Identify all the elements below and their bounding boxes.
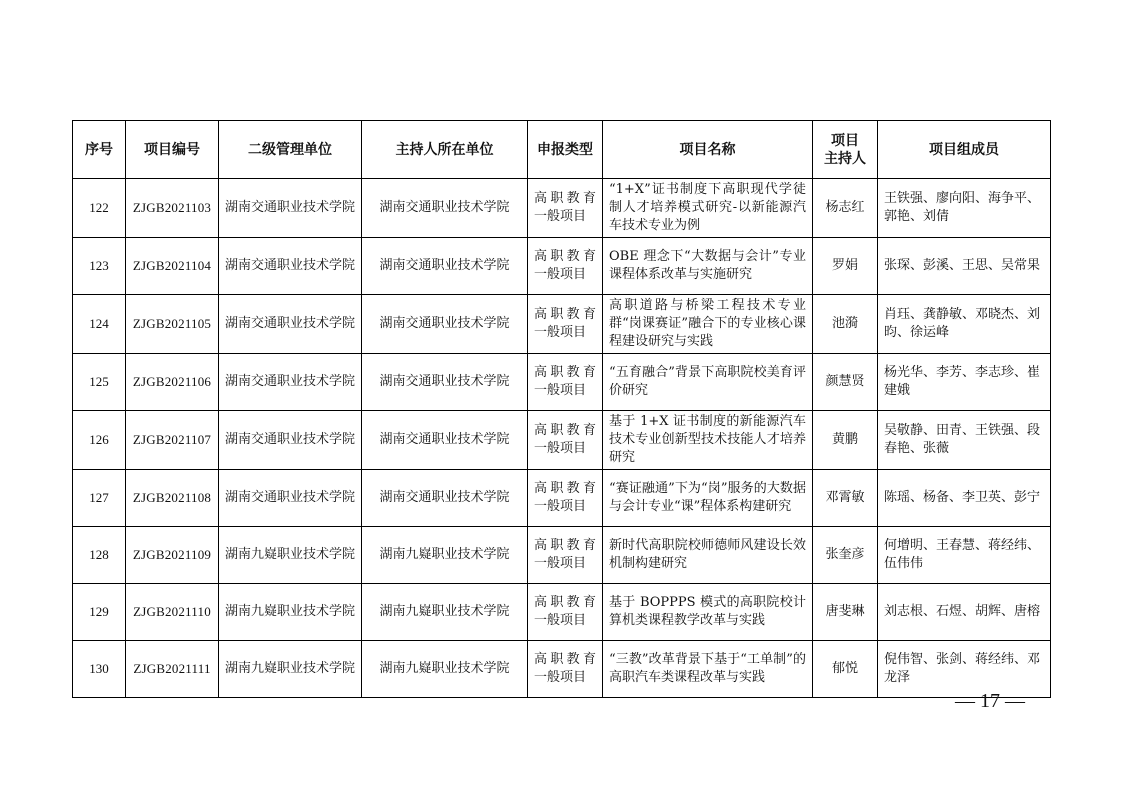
cell-type: 高职教育一般项目	[528, 641, 603, 698]
cell-unit: 湖南九嶷职业技术学院	[219, 527, 362, 584]
cell-unit: 湖南交通职业技术学院	[219, 179, 362, 238]
cell-type: 高职教育一般项目	[528, 411, 603, 470]
cell-leader: 颜慧贤	[813, 354, 878, 411]
cell-type: 高职教育一般项目	[528, 584, 603, 641]
header-type: 申报类型	[528, 121, 603, 179]
table-row	[73, 527, 1051, 584]
cell-unit: 湖南交通职业技术学院	[219, 354, 362, 411]
cell-host-unit: 湖南九嶷职业技术学院	[362, 641, 528, 698]
cell-unit: 湖南九嶷职业技术学院	[219, 641, 362, 698]
cell-leader: 张奎彦	[813, 527, 878, 584]
cell-type: 高职教育一般项目	[528, 527, 603, 584]
cell-name: OBE 理念下“大数据与会计”专业课程体系改革与实施研究	[603, 238, 813, 295]
cell-unit: 湖南交通职业技术学院	[219, 411, 362, 470]
header-members: 项目组成员	[878, 121, 1051, 179]
cell-code: ZJGB2021105	[126, 295, 219, 354]
cell-unit: 湖南九嶷职业技术学院	[219, 584, 362, 641]
cell-no: 125	[73, 354, 126, 411]
cell-no: 130	[73, 641, 126, 698]
table-row	[73, 238, 1051, 295]
cell-host-unit: 湖南交通职业技术学院	[362, 179, 528, 238]
cell-name: “三教”改革背景下基于“工单制”的高职汽车类课程改革与实践	[603, 641, 813, 698]
header-unit: 二级管理单位	[219, 121, 362, 179]
cell-leader: 杨志红	[813, 179, 878, 238]
cell-code: ZJGB2021107	[126, 411, 219, 470]
header-leader: 项目 主持人	[813, 121, 878, 179]
page-number: — 17 —	[955, 690, 1025, 712]
cell-code: ZJGB2021106	[126, 354, 219, 411]
cell-type: 高职教育一般项目	[528, 179, 603, 238]
cell-code: ZJGB2021104	[126, 238, 219, 295]
cell-type: 高职教育一般项目	[528, 470, 603, 527]
table-row	[73, 470, 1051, 527]
cell-host-unit: 湖南交通职业技术学院	[362, 354, 528, 411]
cell-leader: 黄鹏	[813, 411, 878, 470]
table-row	[73, 179, 1051, 238]
header-no: 序号	[73, 121, 126, 179]
table-row	[73, 584, 1051, 641]
table-row	[73, 641, 1051, 698]
table-row	[73, 295, 1051, 354]
cell-members: 王铁强、廖向阳、海争平、郭艳、刘倩	[878, 179, 1051, 238]
cell-host-unit: 湖南交通职业技术学院	[362, 470, 528, 527]
table-body	[73, 179, 1051, 698]
cell-code: ZJGB2021110	[126, 584, 219, 641]
cell-host-unit: 湖南交通职业技术学院	[362, 295, 528, 354]
cell-host-unit: 湖南九嶷职业技术学院	[362, 527, 528, 584]
header-name: 项目名称	[603, 121, 813, 179]
cell-members: 刘志根、石煜、胡辉、唐榕	[878, 584, 1051, 641]
cell-members: 陈瑶、杨备、李卫英、彭宁	[878, 470, 1051, 527]
cell-no: 124	[73, 295, 126, 354]
cell-no: 123	[73, 238, 126, 295]
cell-name: 高职道路与桥梁工程技术专业群“岗课赛证”融合下的专业核心课程建设研究与实践	[603, 295, 813, 354]
cell-members: 杨光华、李芳、李志珍、崔建娥	[878, 354, 1051, 411]
cell-name: “1+X”证书制度下高职现代学徒制人才培养模式研究-以新能源汽车技术专业为例	[603, 179, 813, 238]
cell-no: 128	[73, 527, 126, 584]
cell-name: “五育融合”背景下高职院校美育评价研究	[603, 354, 813, 411]
cell-name: 基于 BOPPPS 模式的高职院校计算机类课程教学改革与实践	[603, 584, 813, 641]
cell-no: 127	[73, 470, 126, 527]
table-row	[73, 411, 1051, 470]
cell-name: 新时代高职院校师德师风建设长效机制构建研究	[603, 527, 813, 584]
cell-leader: 池漪	[813, 295, 878, 354]
cell-code: ZJGB2021111	[126, 641, 219, 698]
cell-no: 126	[73, 411, 126, 470]
header-host-unit: 主持人所在单位	[362, 121, 528, 179]
cell-unit: 湖南交通职业技术学院	[219, 295, 362, 354]
cell-unit: 湖南交通职业技术学院	[219, 470, 362, 527]
cell-leader: 郁悦	[813, 641, 878, 698]
cell-type: 高职教育一般项目	[528, 354, 603, 411]
cell-unit: 湖南交通职业技术学院	[219, 238, 362, 295]
cell-leader: 唐斐琳	[813, 584, 878, 641]
cell-name: “赛证融通”下为“岗”服务的大数据与会计专业“课”程体系构建研究	[603, 470, 813, 527]
cell-leader: 罗娟	[813, 238, 878, 295]
cell-host-unit: 湖南交通职业技术学院	[362, 238, 528, 295]
cell-members: 张琛、彭溪、王思、吴常果	[878, 238, 1051, 295]
cell-code: ZJGB2021109	[126, 527, 219, 584]
cell-members: 何增明、王春慧、蒋经纬、伍伟伟	[878, 527, 1051, 584]
cell-type: 高职教育一般项目	[528, 238, 603, 295]
project-table	[72, 120, 1051, 698]
header-code: 项目编号	[126, 121, 219, 179]
cell-host-unit: 湖南交通职业技术学院	[362, 411, 528, 470]
table-row	[73, 354, 1051, 411]
cell-members: 倪伟智、张剑、蒋经纬、邓龙泽	[878, 641, 1051, 698]
cell-type: 高职教育一般项目	[528, 295, 603, 354]
table-header-row	[73, 121, 1051, 179]
cell-code: ZJGB2021108	[126, 470, 219, 527]
cell-no: 122	[73, 179, 126, 238]
cell-members: 吴敬静、田青、王铁强、段春艳、张薇	[878, 411, 1051, 470]
cell-members: 肖珏、龚静敏、邓晓杰、刘昀、徐运峰	[878, 295, 1051, 354]
cell-code: ZJGB2021103	[126, 179, 219, 238]
cell-host-unit: 湖南九嶷职业技术学院	[362, 584, 528, 641]
cell-no: 129	[73, 584, 126, 641]
cell-name: 基于 1+X 证书制度的新能源汽车技术专业创新型技术技能人才培养研究	[603, 411, 813, 470]
cell-leader: 邓霄敏	[813, 470, 878, 527]
